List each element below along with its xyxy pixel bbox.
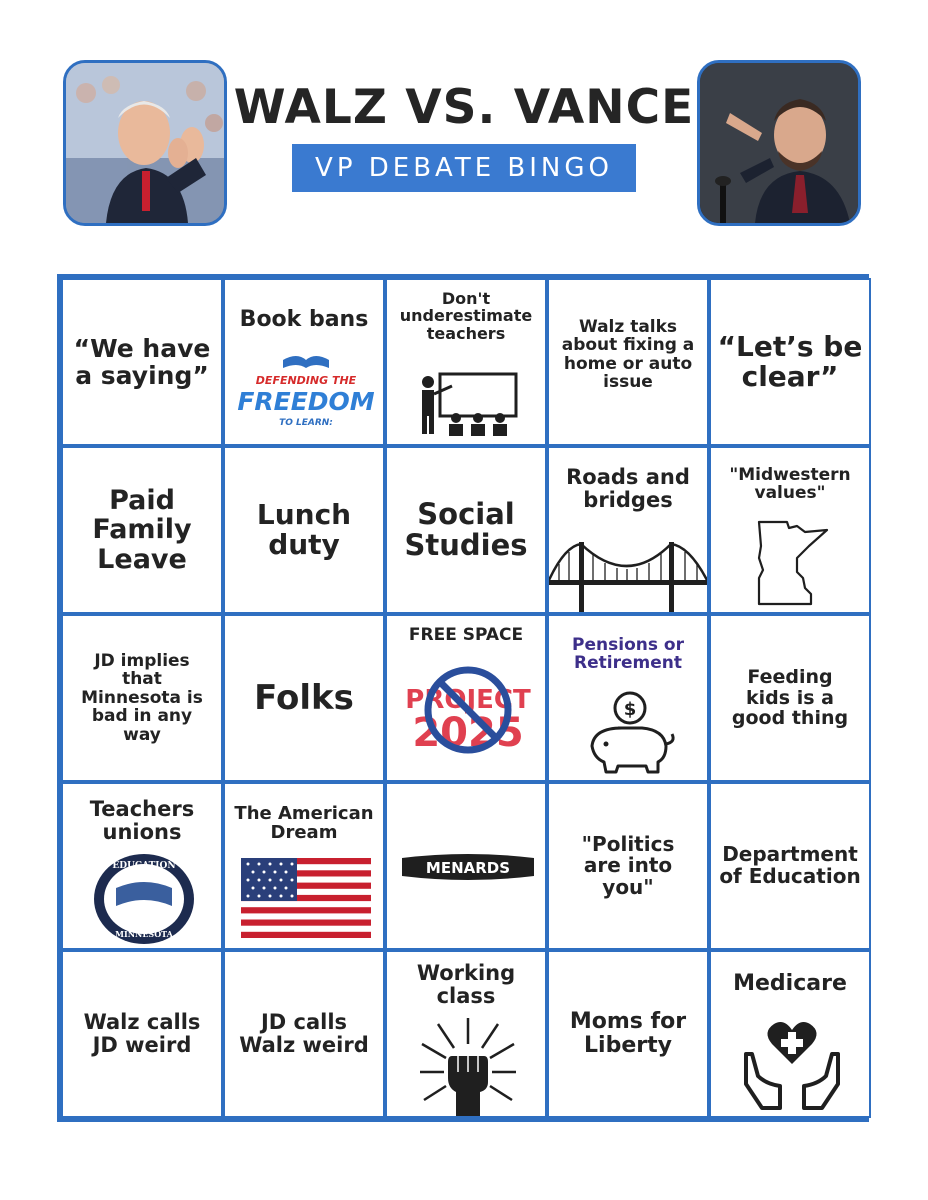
cell-label: Paid Family Leave <box>92 485 192 575</box>
cell-label: "Politics are into you" <box>581 831 675 899</box>
bingo-board <box>57 274 869 1122</box>
menards-text: MENARDS <box>425 859 511 877</box>
cell-label: Don't underestimate teachers <box>399 289 533 343</box>
cell-label: “Let’s be clear” <box>717 329 863 393</box>
freedom-to-learn-logo <box>231 348 381 434</box>
cell-label: Department of Education <box>719 842 861 888</box>
no-project-2025-logo <box>398 656 538 760</box>
cell-label: Roads and bridges <box>566 465 690 512</box>
cell-label: JD implies that Minnesota is bad in any way <box>81 651 203 745</box>
cell-label: Working class <box>416 961 516 1008</box>
seal-top-text: EDUCATION <box>112 861 176 871</box>
piggy-bank-icon <box>582 688 678 778</box>
cell-label: Folks <box>254 677 354 718</box>
bridge-icon <box>549 536 707 612</box>
cell-label: FREE SPACE <box>408 625 524 645</box>
bingo-cell-r3c2[interactable] <box>223 614 385 782</box>
bingo-cell-r3c1[interactable] <box>61 614 223 782</box>
cell-label: Social Studies <box>404 496 528 562</box>
logo-freedom: FREEDOM <box>237 387 375 416</box>
bingo-cell-r2c3[interactable] <box>385 446 547 614</box>
bingo-cell-r3c5[interactable] <box>709 614 871 782</box>
bingo-cell-r5c1[interactable] <box>61 950 223 1118</box>
bingo-cell-r1c2[interactable] <box>223 278 385 446</box>
bingo-cell-r5c5[interactable] <box>709 950 871 1118</box>
menards-logo <box>398 852 538 882</box>
cell-label: Walz talks about fixing a home or auto issue <box>561 317 695 393</box>
logo-2025: 2025 <box>412 710 524 756</box>
bingo-cell-r1c3[interactable] <box>385 278 547 446</box>
cell-label: Pensions or Retirement <box>572 635 684 674</box>
bingo-cell-r2c5[interactable] <box>709 446 871 614</box>
bingo-cell-r2c2[interactable] <box>223 446 385 614</box>
bingo-cell-r4c3[interactable] <box>385 782 547 950</box>
bingo-cell-r5c4[interactable] <box>547 950 709 1118</box>
bingo-cell-r1c1[interactable] <box>61 278 223 446</box>
cell-label: Moms for Liberty <box>569 1009 687 1058</box>
cell-label: The American Dream <box>234 803 374 844</box>
bingo-cell-r5c3[interactable] <box>385 950 547 1118</box>
bingo-cell-r5c2[interactable] <box>223 950 385 1118</box>
cell-label: “We have a saying” <box>73 334 211 390</box>
seal-bottom-text: MINNESOTA <box>115 929 173 939</box>
cell-label: Feeding kids is a good thing <box>731 666 849 730</box>
bingo-cell-r4c1[interactable] <box>61 782 223 950</box>
logo-to-learn: TO LEARN: <box>279 418 333 428</box>
bingo-cell-r2c1[interactable] <box>61 446 223 614</box>
bingo-cell-r4c5[interactable] <box>709 782 871 950</box>
cell-label: Medicare <box>733 971 847 996</box>
raised-fist-icon <box>418 1016 518 1116</box>
page-subtitle: VP DEBATE BINGO <box>315 153 613 183</box>
logo-defending: DEFENDING THE <box>255 374 357 387</box>
cell-label: "Midwestern values" <box>729 465 851 504</box>
education-minnesota-seal <box>92 852 196 946</box>
cell-label: JD calls Walz weird <box>239 1010 369 1057</box>
page-title: WALZ VS. VANCE <box>233 80 695 135</box>
medicare-hands-heart-icon <box>742 1014 842 1110</box>
bingo-cell-r3c4[interactable] <box>547 614 709 782</box>
cell-label: Lunch duty <box>256 497 352 561</box>
bingo-cell-r3c3[interactable] <box>385 614 547 782</box>
logo-project: PROJECT <box>405 685 531 715</box>
bingo-cell-r4c4[interactable] <box>547 782 709 950</box>
svg-text:$: $ <box>623 699 637 720</box>
american-flag-icon <box>241 858 371 938</box>
bingo-cell-r2c4[interactable] <box>547 446 709 614</box>
bingo-cell-r4c2[interactable] <box>223 782 385 950</box>
bingo-cell-r1c5[interactable] <box>709 278 871 446</box>
cell-label: Walz calls JD weird <box>83 1010 201 1057</box>
bingo-cell-r1c4[interactable] <box>547 278 709 446</box>
teacher-classroom-icon <box>418 372 518 436</box>
minnesota-map-icon <box>751 518 831 608</box>
cell-label: Teachers unions <box>89 797 195 844</box>
cell-label: Book bans <box>239 307 369 332</box>
